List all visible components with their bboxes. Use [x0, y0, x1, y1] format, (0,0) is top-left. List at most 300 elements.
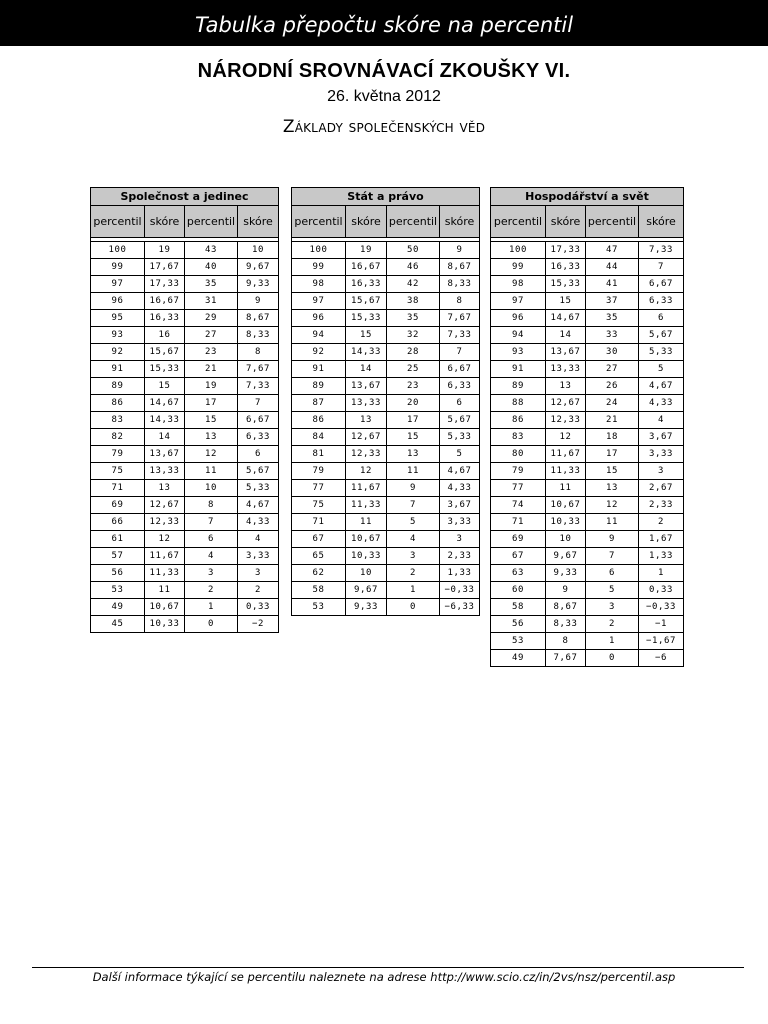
score-cell: 8,33 — [238, 327, 279, 344]
percentil-cell: 2 — [586, 616, 639, 633]
percentil-cell: 53 — [292, 599, 346, 616]
table-row — [491, 361, 684, 378]
score-cell: 15 — [145, 378, 185, 395]
score-cell: 11,33 — [145, 565, 185, 582]
score-cell: 7,67 — [238, 361, 279, 378]
percentil-cell: 17 — [387, 412, 440, 429]
percentil-cell: 3 — [185, 565, 238, 582]
score-cell: 7,33 — [238, 378, 279, 395]
score-cell: 17,33 — [546, 242, 586, 259]
percentil-cell: 77 — [292, 480, 346, 497]
score-cell: 12,33 — [546, 412, 586, 429]
table-row — [91, 548, 279, 565]
table-row — [491, 412, 684, 429]
table-row — [491, 259, 684, 276]
table-row — [91, 259, 279, 276]
percentil-cell: 97 — [292, 293, 346, 310]
percentil-cell: 12 — [586, 497, 639, 514]
percentil-cell: 10 — [185, 480, 238, 497]
percentil-cell: 8 — [185, 497, 238, 514]
score-cell: 12 — [346, 463, 387, 480]
score-cell: 2,67 — [639, 480, 684, 497]
score-cell: 15 — [346, 327, 387, 344]
score-cell: 11,67 — [546, 446, 586, 463]
percentil-cell: 95 — [91, 310, 145, 327]
percentil-cell: 63 — [491, 565, 546, 582]
score-cell: 16,33 — [346, 276, 387, 293]
score-cell: 14 — [346, 361, 387, 378]
score-cell: 9,67 — [546, 548, 586, 565]
score-cell: 9,33 — [546, 565, 586, 582]
table-row — [91, 412, 279, 429]
percentil-cell: 6 — [185, 531, 238, 548]
footer-divider — [32, 967, 744, 968]
score-cell: 9,33 — [238, 276, 279, 293]
exam-date: 26. května 2012 — [327, 88, 441, 105]
score-cell: 1,33 — [440, 565, 480, 582]
score-cell: 14 — [546, 327, 586, 344]
percentil-cell: 5 — [586, 582, 639, 599]
table-row — [491, 327, 684, 344]
table-row — [491, 599, 684, 616]
table-row — [491, 531, 684, 548]
score-cell: 15,33 — [546, 276, 586, 293]
percentil-cell: 97 — [91, 276, 145, 293]
percentil-cell: 93 — [91, 327, 145, 344]
table-row — [292, 514, 480, 531]
percentil-cell: 28 — [387, 344, 440, 361]
percentil-cell: 99 — [91, 259, 145, 276]
table-row — [292, 463, 480, 480]
score-cell: −1,67 — [639, 633, 684, 650]
percentil-cell: 93 — [491, 344, 546, 361]
percentil-cell: 25 — [387, 361, 440, 378]
percentil-cell: 100 — [292, 242, 346, 259]
table-row — [491, 616, 684, 633]
table-row — [292, 327, 480, 344]
score-cell: 4,67 — [238, 497, 279, 514]
percentil-cell: 23 — [387, 378, 440, 395]
column-header-percentil: percentil — [491, 206, 546, 238]
percentil-cell: 71 — [292, 514, 346, 531]
table-row — [491, 429, 684, 446]
percentil-cell: 91 — [292, 361, 346, 378]
score-cell: −1 — [639, 616, 684, 633]
percentil-cell: 96 — [292, 310, 346, 327]
percentil-cell: 71 — [91, 480, 145, 497]
percentil-cell: 27 — [185, 327, 238, 344]
percentil-cell: 83 — [91, 412, 145, 429]
table-row — [91, 514, 279, 531]
percentil-cell: 58 — [292, 582, 346, 599]
score-cell: −2 — [238, 616, 279, 633]
percentil-cell: 49 — [91, 599, 145, 616]
table-row — [292, 344, 480, 361]
score-cell: 11,33 — [546, 463, 586, 480]
score-cell: 10,67 — [145, 599, 185, 616]
table-row — [91, 344, 279, 361]
percentil-cell: 100 — [91, 242, 145, 259]
percentil-cell: 60 — [491, 582, 546, 599]
percentil-cell: 65 — [292, 548, 346, 565]
percentil-cell: 11 — [586, 514, 639, 531]
table-title: Hospodářství a svět — [491, 188, 684, 206]
score-cell: 6,33 — [440, 378, 480, 395]
table-row — [292, 548, 480, 565]
percentil-cell: 79 — [491, 463, 546, 480]
percentil-cell: 13 — [387, 446, 440, 463]
score-cell: 8,67 — [546, 599, 586, 616]
percentil-cell: 50 — [387, 242, 440, 259]
percentil-cell: 97 — [491, 293, 546, 310]
score-cell: 7 — [238, 395, 279, 412]
percentil-cell: 99 — [491, 259, 546, 276]
score-cell: 3 — [440, 531, 480, 548]
percentil-cell: 40 — [185, 259, 238, 276]
percentil-cell: 7 — [387, 497, 440, 514]
table-row — [292, 378, 480, 395]
column-header-percentil: percentil — [185, 206, 238, 238]
score-cell: 13 — [546, 378, 586, 395]
score-cell: 9,33 — [346, 599, 387, 616]
table-row — [292, 480, 480, 497]
table-row — [491, 310, 684, 327]
percentil-cell: 74 — [491, 497, 546, 514]
table-row — [91, 361, 279, 378]
percentil-cell: 0 — [387, 599, 440, 616]
table-row — [91, 395, 279, 412]
percentil-cell: 42 — [387, 276, 440, 293]
percentil-cell: 86 — [292, 412, 346, 429]
score-cell: 2 — [639, 514, 684, 531]
percentil-cell: 67 — [292, 531, 346, 548]
score-cell: 19 — [346, 242, 387, 259]
score-cell: 2,33 — [440, 548, 480, 565]
footer-note: Další informace týkající se percentilu naleznete na adrese http://www.scio.cz/in/2vs/nsz/percentil.asp — [92, 970, 676, 984]
percentil-cell: 56 — [491, 616, 546, 633]
table-row — [292, 446, 480, 463]
score-cell: 12,67 — [145, 497, 185, 514]
score-cell: 14,33 — [145, 412, 185, 429]
table-row — [491, 582, 684, 599]
percentil-cell: 69 — [91, 497, 145, 514]
score-cell: 5,33 — [639, 344, 684, 361]
table-row — [491, 565, 684, 582]
percentil-cell: 81 — [292, 446, 346, 463]
score-cell: 12,33 — [145, 514, 185, 531]
percentil-cell: 24 — [586, 395, 639, 412]
score-cell: −6 — [639, 650, 684, 667]
percentil-cell: 47 — [586, 242, 639, 259]
column-header-percentil: percentil — [387, 206, 440, 238]
percentil-cell: 41 — [586, 276, 639, 293]
column-header-percentil: percentil — [586, 206, 639, 238]
percentil-cell: 75 — [91, 463, 145, 480]
score-cell: 5,33 — [238, 480, 279, 497]
table-row — [491, 497, 684, 514]
table-title: Stát a právo — [292, 188, 480, 206]
table-row — [491, 514, 684, 531]
score-cell: 16,67 — [346, 259, 387, 276]
score-cell: 9 — [238, 293, 279, 310]
percentil-cell: 13 — [185, 429, 238, 446]
score-cell: 9,67 — [346, 582, 387, 599]
percentil-cell: 84 — [292, 429, 346, 446]
table-row — [292, 599, 480, 616]
table-row — [292, 531, 480, 548]
score-table-stat — [291, 187, 480, 616]
table-row — [491, 633, 684, 650]
score-cell: 17,33 — [145, 276, 185, 293]
score-cell: 1,33 — [639, 548, 684, 565]
column-header-skore: skóre — [639, 206, 684, 238]
score-cell: 8,67 — [440, 259, 480, 276]
percentil-cell: 35 — [387, 310, 440, 327]
score-cell: 1 — [639, 565, 684, 582]
table-row — [91, 293, 279, 310]
score-cell: 15,67 — [145, 344, 185, 361]
percentil-cell: 18 — [586, 429, 639, 446]
score-cell: 6,67 — [440, 361, 480, 378]
percentil-cell: 37 — [586, 293, 639, 310]
score-cell: 4,33 — [639, 395, 684, 412]
score-cell: 11,33 — [346, 497, 387, 514]
percentil-cell: 1 — [586, 633, 639, 650]
percentil-cell: 92 — [91, 344, 145, 361]
table-row — [91, 463, 279, 480]
score-cell: 3,67 — [440, 497, 480, 514]
score-cell: 15 — [546, 293, 586, 310]
score-cell: 14,67 — [145, 395, 185, 412]
score-cell: 11,67 — [145, 548, 185, 565]
percentil-cell: 89 — [292, 378, 346, 395]
percentil-cell: 4 — [185, 548, 238, 565]
table-title: Společnost a jedinec — [91, 188, 279, 206]
score-cell: 6,67 — [238, 412, 279, 429]
table-row — [491, 242, 684, 259]
table-row — [292, 497, 480, 514]
table-row — [91, 582, 279, 599]
column-header-skore: skóre — [546, 206, 586, 238]
percentil-cell: 11 — [387, 463, 440, 480]
percentil-cell: 45 — [91, 616, 145, 633]
score-cell: 6 — [238, 446, 279, 463]
score-cell: 11 — [346, 514, 387, 531]
percentil-cell: 6 — [586, 565, 639, 582]
score-cell: 16,33 — [546, 259, 586, 276]
percentil-cell: 79 — [91, 446, 145, 463]
score-cell: 10,33 — [546, 514, 586, 531]
percentil-cell: 53 — [491, 633, 546, 650]
score-cell: 19 — [145, 242, 185, 259]
score-cell: 13,33 — [346, 395, 387, 412]
percentil-cell: 30 — [586, 344, 639, 361]
score-cell: 4,33 — [440, 480, 480, 497]
score-cell: 4 — [639, 412, 684, 429]
percentil-cell: 62 — [292, 565, 346, 582]
score-cell: 10 — [546, 531, 586, 548]
percentil-cell: 0 — [185, 616, 238, 633]
table-row — [91, 446, 279, 463]
table-row — [91, 378, 279, 395]
score-cell: 8 — [440, 293, 480, 310]
percentil-cell: 100 — [491, 242, 546, 259]
percentil-cell: 79 — [292, 463, 346, 480]
score-cell: 4,67 — [639, 378, 684, 395]
score-cell: 10,67 — [346, 531, 387, 548]
score-cell: 0,33 — [238, 599, 279, 616]
document-title: NÁRODNÍ SROVNÁVACÍ ZKOUŠKY VI. — [197, 60, 571, 82]
percentil-cell: 46 — [387, 259, 440, 276]
percentil-cell: 0 — [586, 650, 639, 667]
score-cell: 5,67 — [238, 463, 279, 480]
score-cell: 12 — [546, 429, 586, 446]
table-row — [91, 599, 279, 616]
score-cell: 13,67 — [346, 378, 387, 395]
score-cell: 14,33 — [346, 344, 387, 361]
score-cell: 8 — [238, 344, 279, 361]
table-row — [91, 242, 279, 259]
score-cell: 10,33 — [346, 548, 387, 565]
score-cell: 11 — [145, 582, 185, 599]
percentil-cell: 94 — [292, 327, 346, 344]
table-row — [491, 446, 684, 463]
percentil-cell: 15 — [185, 412, 238, 429]
subject-heading: Základy společenských věd — [282, 117, 486, 137]
table-row — [491, 395, 684, 412]
percentil-cell: 35 — [586, 310, 639, 327]
percentil-cell: 89 — [91, 378, 145, 395]
percentil-cell: 3 — [387, 548, 440, 565]
score-cell: 0,33 — [639, 582, 684, 599]
score-cell: 7,67 — [440, 310, 480, 327]
percentil-cell: 43 — [185, 242, 238, 259]
table-row — [292, 412, 480, 429]
percentil-cell: 32 — [387, 327, 440, 344]
percentil-cell: 44 — [586, 259, 639, 276]
percentil-cell: 92 — [292, 344, 346, 361]
percentil-cell: 26 — [586, 378, 639, 395]
score-cell: 13,33 — [145, 463, 185, 480]
table-row — [91, 276, 279, 293]
score-cell: 10,67 — [546, 497, 586, 514]
score-cell: 7 — [440, 344, 480, 361]
percentil-cell: 99 — [292, 259, 346, 276]
percentil-cell: 23 — [185, 344, 238, 361]
percentil-cell: 4 — [387, 531, 440, 548]
percentil-cell: 89 — [491, 378, 546, 395]
percentil-cell: 33 — [586, 327, 639, 344]
table-row — [491, 293, 684, 310]
percentil-cell: 80 — [491, 446, 546, 463]
percentil-cell: 5 — [387, 514, 440, 531]
table-row — [491, 463, 684, 480]
score-cell: 6,33 — [238, 429, 279, 446]
score-cell: 7,33 — [440, 327, 480, 344]
percentil-cell: 96 — [491, 310, 546, 327]
score-cell: −0,33 — [639, 599, 684, 616]
percentil-cell: 57 — [91, 548, 145, 565]
score-cell: 1,67 — [639, 531, 684, 548]
percentil-cell: 98 — [491, 276, 546, 293]
percentil-cell: 49 — [491, 650, 546, 667]
percentil-cell: 19 — [185, 378, 238, 395]
score-cell: 6 — [639, 310, 684, 327]
percentil-cell: 29 — [185, 310, 238, 327]
percentil-cell: 11 — [185, 463, 238, 480]
score-cell: 16,67 — [145, 293, 185, 310]
score-cell: 12 — [145, 531, 185, 548]
table-row — [292, 429, 480, 446]
score-cell: 3,33 — [639, 446, 684, 463]
percentil-cell: 2 — [185, 582, 238, 599]
percentil-cell: 69 — [491, 531, 546, 548]
score-cell: 5,33 — [440, 429, 480, 446]
score-cell: 13,67 — [546, 344, 586, 361]
table-row — [91, 429, 279, 446]
percentil-cell: 53 — [91, 582, 145, 599]
score-cell: 9 — [546, 582, 586, 599]
percentil-cell: 9 — [586, 531, 639, 548]
score-cell: 11,67 — [346, 480, 387, 497]
column-header-skore: skóre — [238, 206, 279, 238]
percentil-cell: 7 — [185, 514, 238, 531]
table-row — [292, 276, 480, 293]
percentil-cell: 67 — [491, 548, 546, 565]
column-header-percentil: percentil — [292, 206, 346, 238]
table-row — [491, 650, 684, 667]
score-table-hospodarstvi — [490, 187, 684, 667]
percentil-cell: 77 — [491, 480, 546, 497]
score-cell: 16 — [145, 327, 185, 344]
table-row — [91, 327, 279, 344]
percentil-cell: 21 — [185, 361, 238, 378]
percentil-cell: 17 — [586, 446, 639, 463]
percentil-cell: 96 — [91, 293, 145, 310]
score-cell: 12,67 — [546, 395, 586, 412]
score-cell: 8,67 — [238, 310, 279, 327]
percentil-cell: 12 — [185, 446, 238, 463]
score-cell: 4 — [238, 531, 279, 548]
score-cell: 10 — [238, 242, 279, 259]
percentil-cell: 71 — [491, 514, 546, 531]
score-cell: 5 — [639, 361, 684, 378]
score-cell: 4,33 — [238, 514, 279, 531]
table-row — [91, 616, 279, 633]
column-header-skore: skóre — [346, 206, 387, 238]
score-cell: 15,33 — [145, 361, 185, 378]
percentil-cell: 15 — [586, 463, 639, 480]
percentil-cell: 35 — [185, 276, 238, 293]
score-cell: 9,67 — [238, 259, 279, 276]
score-cell: 17,67 — [145, 259, 185, 276]
score-cell: 6,33 — [639, 293, 684, 310]
percentil-cell: 3 — [586, 599, 639, 616]
table-row — [491, 378, 684, 395]
percentil-cell: 75 — [292, 497, 346, 514]
header-banner: Tabulka přepočtu skóre na percentil — [0, 0, 768, 46]
score-cell: 7,67 — [546, 650, 586, 667]
score-cell: 2,33 — [639, 497, 684, 514]
percentil-cell: 94 — [491, 327, 546, 344]
column-header-skore: skóre — [145, 206, 185, 238]
score-cell: 9 — [440, 242, 480, 259]
table-row — [91, 497, 279, 514]
score-cell: 6 — [440, 395, 480, 412]
table-row — [292, 565, 480, 582]
percentil-cell: 27 — [586, 361, 639, 378]
table-row — [292, 582, 480, 599]
